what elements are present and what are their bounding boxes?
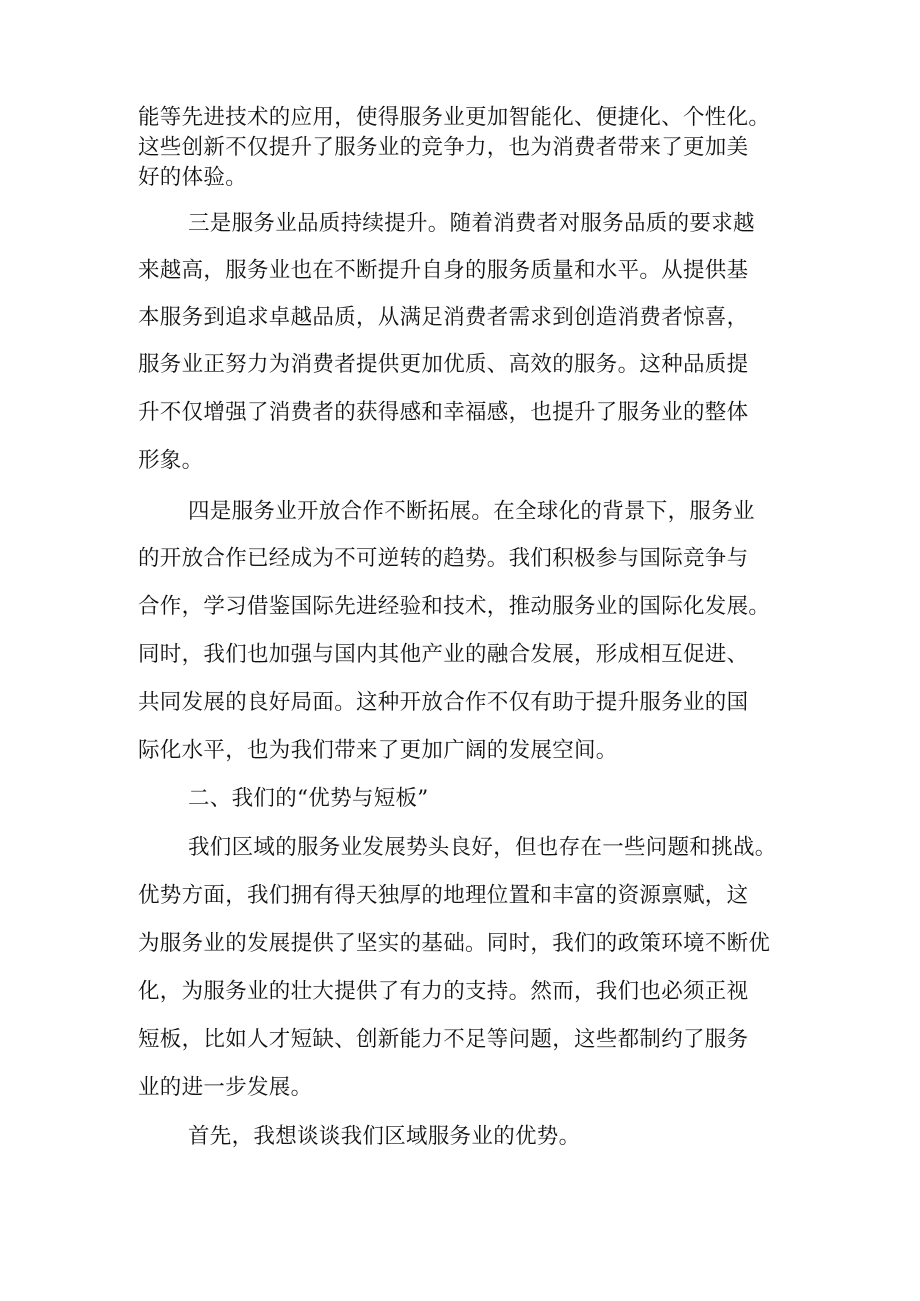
text-line: 同时，我们也加强与国内其他产业的融合发展，形成相互促进、 — [138, 642, 749, 667]
text-line: 优势方面，我们拥有得天独厚的地理位置和丰富的资源禀赋，这 — [138, 883, 749, 908]
paragraph-start-line: 我们区域的服务业发展势头良好，但也存在一些问题和挑战。 — [188, 835, 777, 860]
text-line: 共同发展的良好局面。这种开放合作不仅有助于提升服务业的国 — [138, 690, 749, 715]
text-line: 业的进一步发展。 — [138, 1075, 313, 1100]
text-line: 短板，比如人才短缺、创新能力不足等问题，这些都制约了服务 — [138, 1027, 749, 1052]
text-line: 际化水平，也为我们带来了更加广阔的发展空间。 — [138, 738, 618, 763]
text-line: 为服务业的发展提供了坚实的基础。同时，我们的政策环境不断优 — [138, 931, 771, 956]
paragraph-start-line: 首先，我想谈谈我们区域服务业的优势。 — [188, 1124, 581, 1149]
text-line: 形象。 — [138, 448, 204, 473]
paragraph-start-line: 四是服务业开放合作不断拓展。在全球化的背景下，服务业 — [188, 499, 755, 524]
text-line: 的开放合作已经成为不可逆转的趋势。我们积极参与国际竞争与 — [138, 546, 749, 571]
text-line: 这些创新不仅提升了服务业的竞争力，也为消费者带来了更加美 — [138, 135, 749, 160]
section-heading: 二、我们的“优势与短板” — [188, 786, 429, 811]
text-line: 合作，学习借鉴国际先进经验和技术，推动服务业的国际化发展。 — [138, 594, 771, 619]
text-line: 化，为服务业的壮大提供了有力的支持。然而，我们也必须正视 — [138, 979, 749, 1004]
paragraph-start-line: 三是服务业品质持续提升。随着消费者对服务品质的要求越 — [188, 211, 755, 236]
text-line: 好的体验。 — [138, 165, 248, 190]
text-line: 来越高，服务业也在不断提升自身的服务质量和水平。从提供基 — [138, 258, 749, 283]
text-line: 升不仅增强了消费者的获得感和幸福感，也提升了服务业的整体 — [138, 400, 749, 425]
text-line: 能等先进技术的应用，使得服务业更加智能化、便捷化、个性化。 — [138, 105, 771, 130]
text-line: 服务业正努力为消费者提供更加优质、高效的服务。这种品质提 — [138, 352, 749, 377]
text-line: 本服务到追求卓越品质，从满足消费者需求到创造消费者惊喜， — [138, 305, 749, 330]
